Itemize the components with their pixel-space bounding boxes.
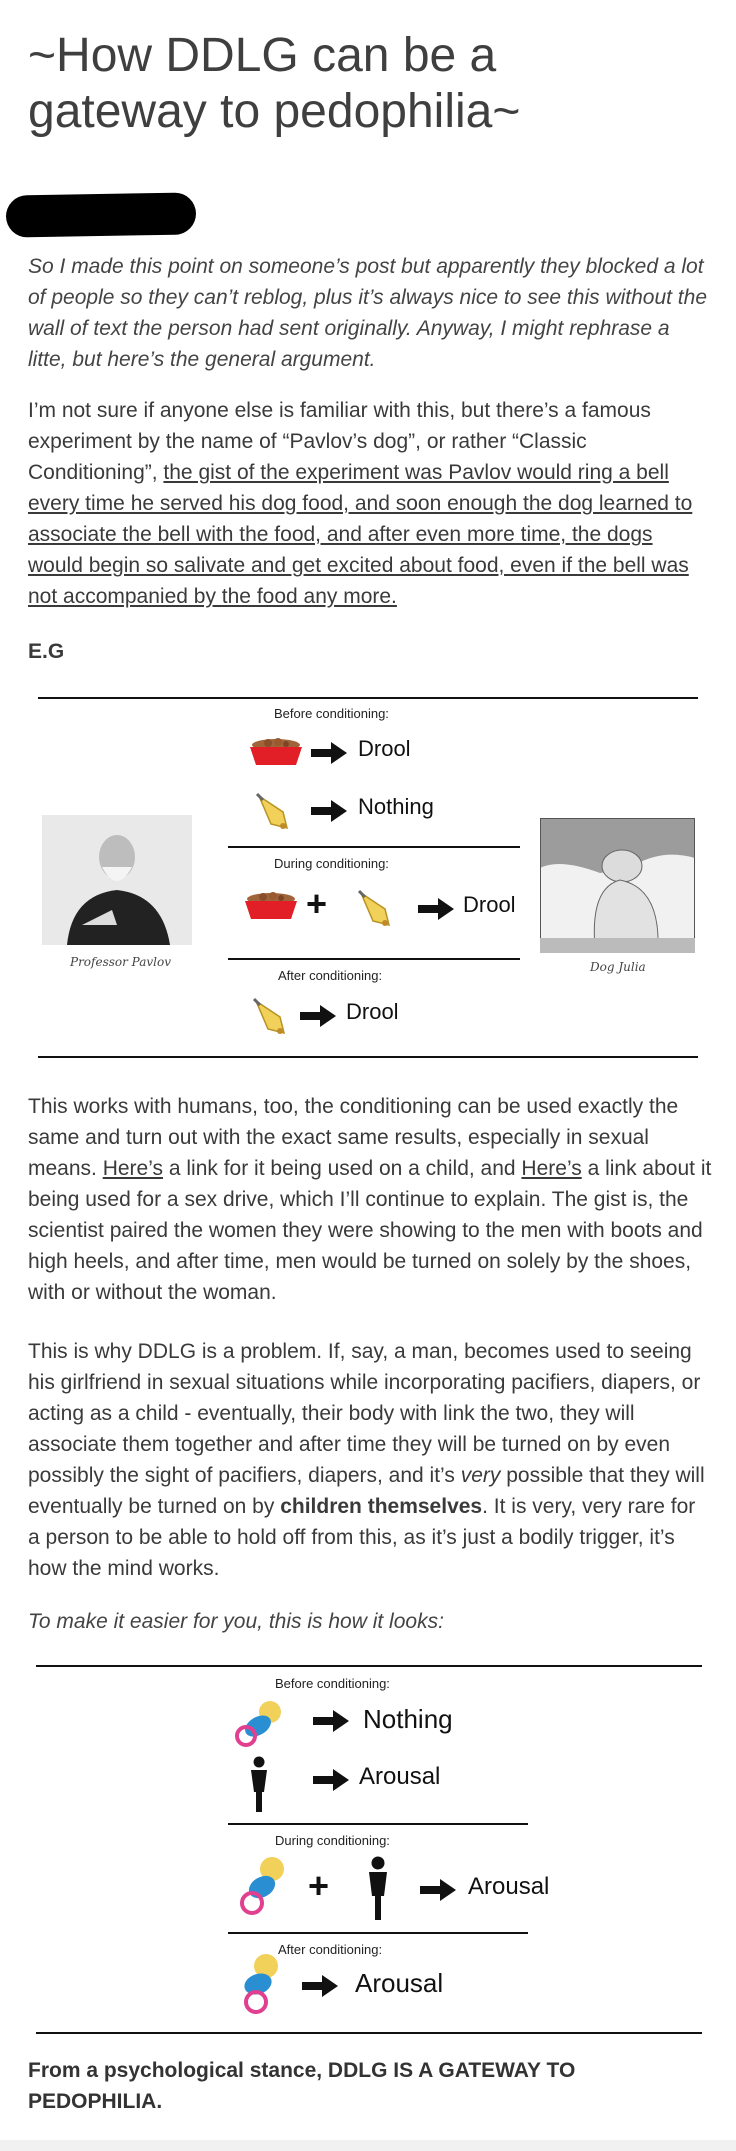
dog-caption: Dog Julia <box>590 960 646 974</box>
bell-icon <box>253 790 297 834</box>
pacifier-icon <box>238 1855 294 1919</box>
easier-paragraph: To make it easier for you, this is how it looks: <box>28 1610 444 1633</box>
arrow-icon <box>311 800 347 822</box>
arrow-icon <box>311 742 347 764</box>
ddlg-bold: children themselves <box>280 1495 483 1518</box>
nothing-label: Nothing <box>363 1704 453 1734</box>
diagram-divider <box>228 958 520 960</box>
diagram-bottom-rule <box>38 1056 698 1058</box>
arousal-label: Arousal <box>359 1763 441 1790</box>
pacifier-icon <box>234 1698 290 1748</box>
diagram-divider <box>228 1932 528 1934</box>
redacted-username <box>6 192 197 237</box>
during-conditioning-label: During conditioning: <box>274 856 389 871</box>
drool-label: Drool <box>358 736 411 761</box>
arrow-icon <box>313 1769 349 1791</box>
intro-paragraph: So I made this point on someone’s post but apparently they blocked a lot of people so they can’t reblog, plus it’s always nice to see this without the wall of text the person had sent originally. Anyway, I might rephrase a litte, but here’s the general argument. <box>28 255 708 371</box>
humans-paragraph <box>28 1091 712 1308</box>
humans-paragraph-text: a link about it being used for a sex drive, which I’ll continue to explain. The gist is, the scientist paired the women they were showing to the men with boots and high heels, and after time, men would be turned on solely by the shoes, with or without the woman. <box>28 1157 712 1304</box>
eg-label: E.G <box>28 640 65 663</box>
ddlg-paragraph-text: possible that they will eventually be turned on by <box>28 1464 705 1518</box>
ddlg-paragraph-text: This is why DDLG is a problem. If, say, a man, becomes used to seeing his girlfriend in sexual situations while incorporating pacifiers, diapers, or acting as a child - eventually, their body with link the two, they will associate them together and after time they will be turned on by even possibly the sight of pacifiers, diapers, and it’s <box>28 1340 701 1487</box>
pavlov-portrait-image <box>42 815 192 945</box>
humans-paragraph-text: a link for it being used on a child, and <box>163 1157 522 1180</box>
pavlov-paragraph-underlined: the gist of the experiment was Pavlov would ring a bell every time he served his dog food, and soon enough the dog learned to associate the bell with the food, and after even more time, the dogs would begin so salivate and get excited about food, even if the bell was not accompanied by the food any more. <box>28 461 693 608</box>
ddlg-emphasis: very <box>460 1464 501 1487</box>
before-conditioning-label: Before conditioning: <box>274 706 389 721</box>
post-title: ~How DDLG can be a gateway to pedophilia~ <box>28 29 521 138</box>
arrow-icon <box>420 1879 456 1901</box>
dog-julia-image <box>540 818 695 953</box>
after-conditioning-label: After conditioning: <box>278 1942 383 1957</box>
plus-sign: + <box>308 1865 330 1906</box>
bell-icon <box>250 995 294 1039</box>
bell-icon <box>355 887 399 931</box>
arrow-icon <box>302 1975 338 1997</box>
pavlov-caption: Professor Pavlov <box>70 955 171 969</box>
sex-drive-link[interactable]: Here’s <box>521 1157 582 1180</box>
diagram-divider <box>228 1823 528 1825</box>
drool-label: Drool <box>346 999 399 1024</box>
ddlg-paragraph-text: . It is very, very rare for a person to be able to hold off from this, as it’s just a bodily trigger, it’s how the mind works. <box>28 1495 696 1580</box>
during-conditioning-label: During conditioning: <box>275 1833 390 1848</box>
humans-paragraph-text: This works with humans, too, the conditioning can be used exactly the same and turn out with the exact same results, especially in sexual means. <box>28 1095 679 1180</box>
diagram-top-rule <box>36 1665 702 1667</box>
pavlov-paragraph <box>28 395 712 612</box>
nothing-label: Nothing <box>358 794 434 819</box>
pacifier-icon <box>234 1952 290 2016</box>
arrow-icon <box>300 1005 336 1027</box>
plus-sign: + <box>306 883 328 924</box>
diagram-bottom-rule <box>36 2032 702 2034</box>
bottom-strip <box>0 2140 736 2151</box>
arousal-label: Arousal <box>355 1968 444 1998</box>
arrow-icon <box>313 1710 349 1732</box>
diagram-top-rule <box>38 697 698 699</box>
conclusion-text: From a psychological stance, DDLG IS A GATEWAY TO PEDOPHILIA. <box>28 2059 576 2113</box>
person-icon <box>248 1756 270 1812</box>
before-conditioning-label: Before conditioning: <box>275 1676 390 1691</box>
diagram-divider <box>228 846 520 848</box>
arousal-label: Arousal <box>468 1873 550 1900</box>
drool-label: Drool <box>463 892 516 917</box>
after-conditioning-label: After conditioning: <box>278 968 383 983</box>
arrow-icon <box>418 898 454 920</box>
ddlg-diagram <box>0 1660 736 2040</box>
dog-food-bowl-icon <box>248 735 304 769</box>
child-link[interactable]: Here’s <box>102 1157 164 1180</box>
ddlg-problem-paragraph <box>28 1336 712 1584</box>
person-icon <box>366 1856 390 1920</box>
dog-food-bowl-icon <box>243 889 299 923</box>
pavlov-diagram <box>0 690 736 1070</box>
pavlov-paragraph-text: I’m not sure if anyone else is familiar with this, but there’s a famous experiment by the name of “Pavlov’s dog”, or rather “Classic Conditioning”, <box>28 399 651 484</box>
